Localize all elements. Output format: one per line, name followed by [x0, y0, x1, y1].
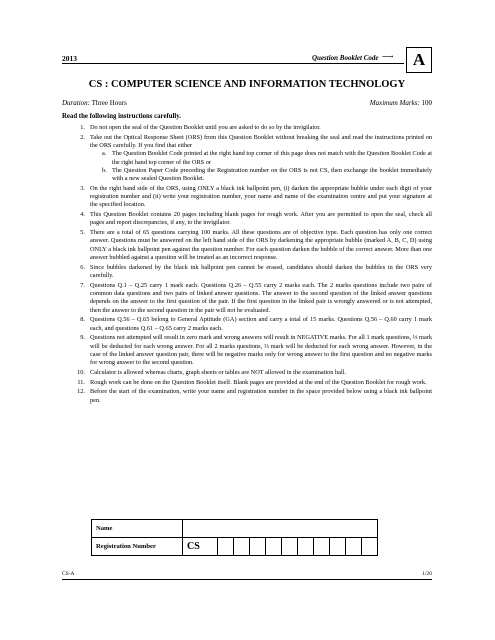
- instruction-item: [62, 369, 432, 377]
- instruction-item: [62, 134, 432, 184]
- instruction-number: 6.: [80, 263, 85, 271]
- registration-prefix: CS: [183, 538, 218, 556]
- instruction-number: 3.: [80, 184, 85, 192]
- sub-item-text: The Question Paper Code preceding the Registration number on the ORS is not CS, then exchange the booklet immediately with a new sealed Question Booklet.: [112, 166, 432, 183]
- instruction-item: [62, 334, 432, 367]
- duration-label: Duration:: [62, 99, 90, 107]
- instruction-item: [62, 211, 432, 228]
- instruction-number: 1.: [80, 124, 85, 131]
- instruction-text: Calculator is allowed whereas charts, graph sheets or tables are NOT allowed in the examination hall.: [90, 368, 347, 376]
- instruction-number: 2.: [80, 133, 85, 141]
- instruction-item: [62, 388, 432, 405]
- instruction-text: Questions Q.1 – Q.25 carry 1 mark each. Questions Q.26 – Q.55 carry 2 marks each. The 2 marks questions include two pairs of common data questions and two pairs of linked answer questions. The answer to the second question of the linked answer questions depends on the answer to the first question of the pair. If the first question in the linked pair is wrongly answered or is not attempted, then the answer to the second question in the pair will not be evaluated.: [90, 281, 432, 314]
- registration-number-label: Registration Number: [92, 538, 183, 556]
- instruction-number: 8.: [80, 316, 85, 324]
- registration-digit-box[interactable]: [314, 538, 330, 556]
- footer-rule: [62, 579, 432, 580]
- registration-digit-box[interactable]: [282, 538, 298, 556]
- sub-item: [102, 167, 432, 184]
- instruction-number: 11.: [77, 378, 85, 386]
- instruction-text: Before the start of the examination, write your name and registration number in the space provided below using a black ink ballpoint pen.: [90, 388, 432, 404]
- registration-digit-box[interactable]: [346, 538, 362, 556]
- registration-digit-box[interactable]: [330, 538, 346, 556]
- instruction-text: Questions not attempted will result in zero mark and wrong answers will result in NEGATIVE marks. For all 1 mark questions, ⅓ mark will be deducted for each wrong answer. For all 2 marks questions, ⅔ mark will be deducted for each wrong answer. However, in the case of the linked answer question pair, there will be negative marks only for wrong answer to the first question and no negative marks for wrong answer to the second question.: [90, 334, 432, 367]
- sub-item-text: The Question Booklet Code printed at the right hand top corner of this page does not match with the Question Booklet Code at the right hand top corner of the ORS or: [112, 150, 432, 166]
- instruction-text: Do not open the seal of the Question Booklet until you are asked to do so by the invigilator.: [90, 124, 321, 131]
- instruction-number: 9.: [80, 334, 85, 342]
- candidate-details-table: [91, 519, 378, 556]
- registration-digit-box[interactable]: [298, 538, 314, 556]
- instruction-text: Take out the Optical Response Sheet (ORS) from this Question Booklet without breaking the seal and read the instructions printed on the ORS carefully. If you find that either: [90, 133, 432, 149]
- page-number: 1/20: [422, 571, 432, 577]
- sub-item-label: b.: [102, 166, 107, 174]
- instruction-text: Rough work can be done on the Question Booklet itself. Blank pages are provided at the end of the Question Booklet for rough work.: [90, 378, 427, 386]
- instruction-item: [62, 316, 432, 333]
- instruction-text: Questions Q.56 – Q.65 belong to General Aptitude (GA) section and carry a total of 15 marks. Questions Q.56 – Q.60 carry 1 mark each, and questions Q.61 – Q.65 carry 2 marks each.: [90, 316, 432, 332]
- registration-digit-box[interactable]: [362, 538, 378, 556]
- instruction-item: [62, 379, 432, 387]
- name-field[interactable]: [183, 520, 378, 538]
- instruction-item: [62, 264, 432, 281]
- duration-value: Three Hours: [91, 99, 127, 107]
- instructions-heading: Read the following instructions carefully.: [62, 113, 182, 120]
- instruction-item: [62, 185, 432, 210]
- instruction-number: 7.: [80, 281, 85, 289]
- instruction-text: There are a total of 65 questions carrying 100 marks. All these questions are of objective type. Each question has only one correct answer. Questions must be answered on the left hand side of the ORS by darkening the appropriate bubble (marked A, B, C, D) using ONLY a black ink ballpoint pen against the question number. For each question darken the bubble of the correct answer. More than one answer bubbled against a question will be treated as an incorrect response.: [90, 229, 432, 262]
- exam-year: 2013: [62, 54, 77, 63]
- instruction-number: 5.: [80, 229, 85, 237]
- marks-value: 100: [421, 99, 432, 107]
- maximum-marks: [370, 99, 432, 107]
- booklet-code-box: A: [406, 47, 432, 73]
- instruction-text: This Question Booklet contains 20 pages including blank pages for rough work. After you are permitted to open the seal, check all pages and report discrepancies, if any, to the invigilator.: [90, 211, 432, 227]
- instruction-number: 12.: [77, 388, 85, 396]
- instruction-item: [62, 124, 432, 132]
- registration-digit-box[interactable]: [266, 538, 282, 556]
- instruction-item: [62, 282, 432, 315]
- name-label: Name: [92, 520, 183, 538]
- duration: [62, 99, 127, 107]
- instruction-text: On the right hand side of the ORS, using ONLY a black ink ballpoint pen, (i) darken the appropriate bubble under each digit of your registration number and (ii) write your registration number, your name and name of the examination centre and put your signature at the specified location.: [90, 184, 432, 209]
- booklet-code-label: Question Booklet Code: [312, 54, 379, 62]
- instructions-list: [62, 124, 432, 406]
- page-title: CS : COMPUTER SCIENCE AND INFORMATION TECHNOLOGY: [88, 79, 406, 90]
- registration-digit-box[interactable]: [218, 538, 234, 556]
- instruction-number: 10.: [77, 368, 85, 376]
- arrow-right-icon: ⟶: [382, 52, 394, 61]
- paper-code-footer: CS-A: [62, 571, 75, 577]
- header-rule: [62, 63, 404, 64]
- registration-digit-box[interactable]: [250, 538, 266, 556]
- registration-digit-box[interactable]: [234, 538, 250, 556]
- marks-label: Maximum Marks:: [369, 99, 420, 107]
- sub-item-label: a.: [102, 150, 107, 158]
- sub-item: [102, 150, 432, 167]
- instruction-number: 4.: [80, 211, 85, 219]
- instruction-item: [62, 229, 432, 262]
- instruction-text: Since bubbles darkened by the black ink ballpoint pen cannot be erased, candidates should darken the bubbles in the ORS very carefully.: [90, 263, 432, 279]
